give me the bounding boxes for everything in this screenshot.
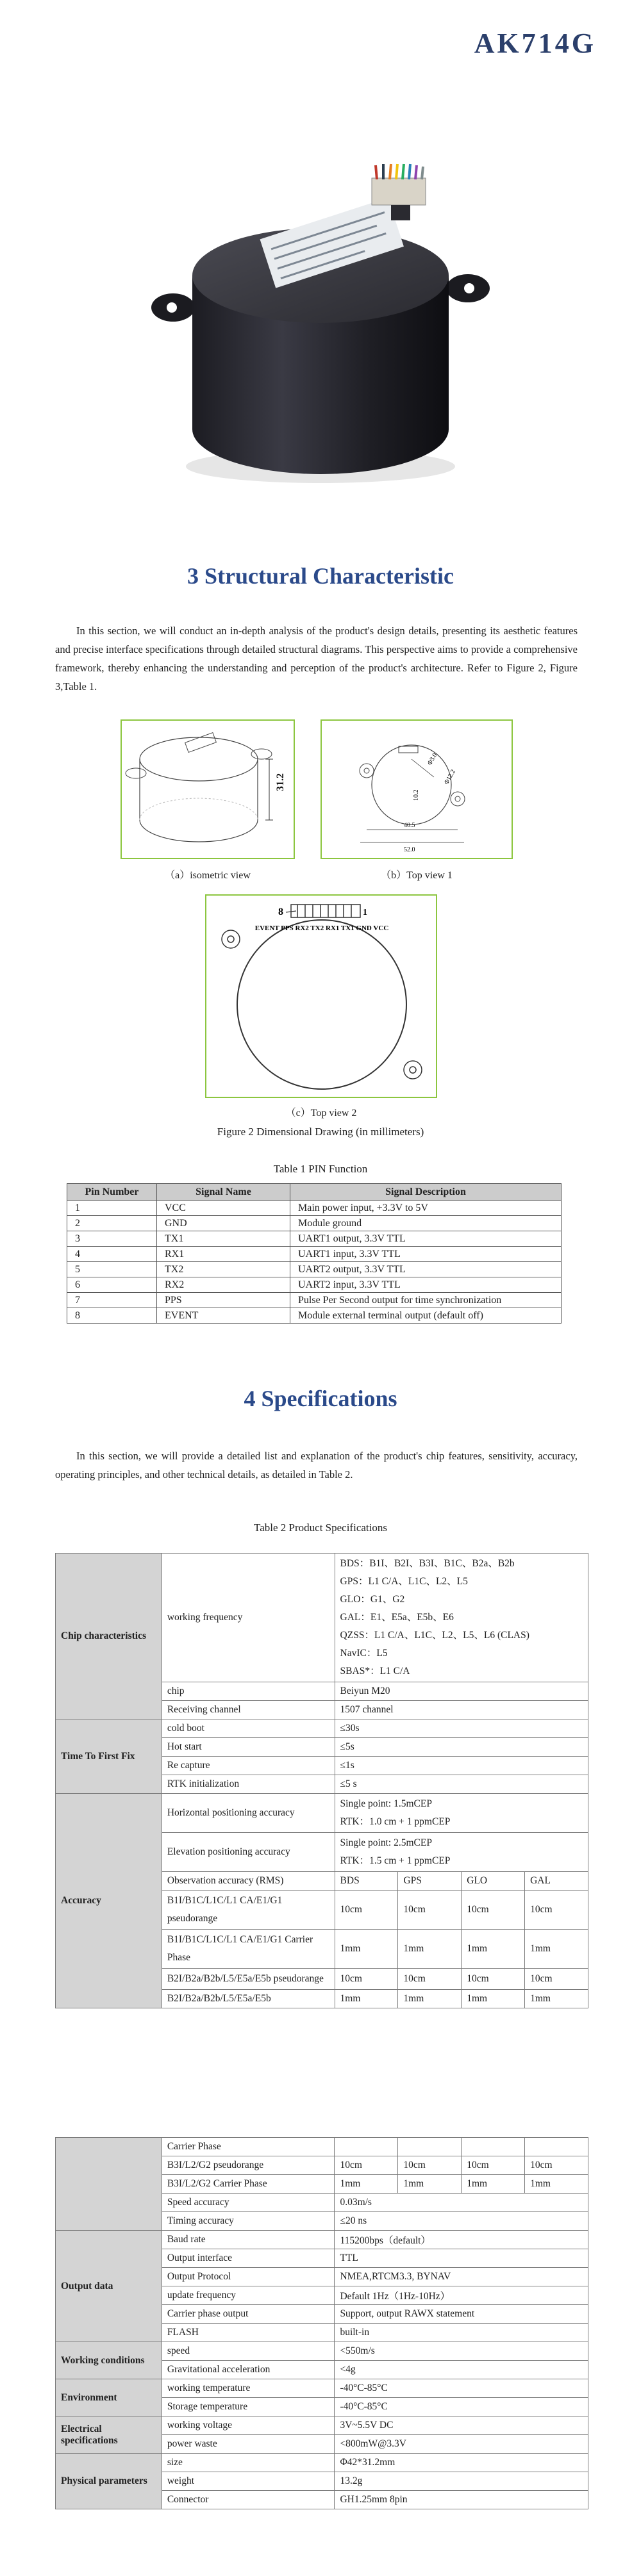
item-value: 13.2g <box>335 2472 588 2491</box>
cell <box>462 2138 525 2156</box>
cell: 10cm <box>525 1969 588 1990</box>
category-accuracy: Accuracy <box>56 1794 162 2008</box>
item-label: Storage temperature <box>162 2398 335 2416</box>
item-value: built-in <box>335 2324 588 2342</box>
cell: 1mm <box>462 2175 525 2194</box>
table-row <box>56 2138 588 2156</box>
fig-b-caption: （b）Top view 1 <box>381 870 453 881</box>
product-photo <box>147 160 494 493</box>
cell: TX1 <box>157 1231 290 1247</box>
category-accuracy-continued <box>56 2138 162 2231</box>
item-label: Horizontal positioning accuracy <box>162 1794 335 1833</box>
item-label: Observation accuracy (RMS) <box>162 1872 335 1891</box>
item-label: Receiving channel <box>162 1701 335 1719</box>
table-row <box>67 1277 562 1293</box>
freq-line: GPS：L1 C/A、L1C、L2、L5 <box>340 1576 468 1587</box>
value-line: RTK：1.0 cm + 1 ppmCEP <box>340 1816 451 1827</box>
freq-line: QZSS：L1 C/A、L1C、L2、L5、L6 (CLAS) <box>340 1630 529 1641</box>
isometric-drawing <box>122 721 294 858</box>
item-label: Carrier phase output <box>162 2305 335 2324</box>
table-row <box>56 2379 588 2398</box>
obs-header: BDS <box>335 1872 398 1891</box>
item-value <box>335 1833 588 1872</box>
item-label: Gravitational acceleration <box>162 2361 335 2379</box>
cell: 7 <box>67 1293 157 1308</box>
obs-header: GLO <box>462 1872 525 1891</box>
table-row <box>56 2454 588 2472</box>
obs-header: GAL <box>525 1872 588 1891</box>
category-physical: Physical parameters <box>56 2454 162 2509</box>
cell: 1mm <box>335 1930 398 1969</box>
freq-line: GAL：E1、E5a、E5b、E6 <box>340 1612 454 1623</box>
fig-a-caption: （a）isometric view <box>165 870 251 881</box>
col-header: Pin Number <box>67 1184 157 1201</box>
category-environment: Environment <box>56 2379 162 2416</box>
item-label: B2I/B2a/B2b/L5/E5a/E5b <box>162 1990 335 2008</box>
freq-line: BDS：B1I、B2I、B3I、B1C、B2a、B2b <box>340 1558 515 1569</box>
figure-top-view-1 <box>320 719 513 859</box>
category-output: Output data <box>56 2231 162 2342</box>
table-row <box>67 1201 562 1216</box>
col-header: Signal Name <box>157 1184 290 1201</box>
item-label: B1I/B1C/L1C/L1 CA/E1/G1 pseudorange <box>162 1891 335 1930</box>
item-label: Timing accuracy <box>162 2212 335 2231</box>
item-label: Speed accuracy <box>162 2194 335 2212</box>
cell: 1mm <box>335 1990 398 2008</box>
category-chip: Chip characteristics <box>56 1554 162 1719</box>
col-header: Signal Description <box>290 1184 562 1201</box>
item-label: Output Protocol <box>162 2268 335 2286</box>
item-value: 0.03m/s <box>335 2194 588 2212</box>
item-value: -40°C-85°C <box>335 2379 588 2398</box>
height-dimension: 31.2 <box>275 773 286 791</box>
cell: 1mm <box>525 1930 588 1969</box>
dim-hole-diameter: Φ3.0 <box>426 751 439 767</box>
fig-c-caption: （c）Top view 2 <box>285 1108 357 1119</box>
section3-title: 3 Structural Characteristic <box>187 563 454 589</box>
item-value: TTL <box>335 2249 588 2268</box>
item-label: speed <box>162 2342 335 2361</box>
item-value: GH1.25mm 8pin <box>335 2491 588 2509</box>
cell <box>398 2138 462 2156</box>
top-view-1-drawing <box>322 721 512 858</box>
cell: 10cm <box>525 2156 588 2175</box>
cell: 10cm <box>462 1969 525 1990</box>
table-row <box>56 1794 588 1833</box>
item-label: B2I/B2a/B2b/L5/E5a/E5b pseudorange <box>162 1969 335 1990</box>
table-row <box>56 1719 588 1738</box>
cell: 3 <box>67 1231 157 1247</box>
cell: GND <box>157 1216 290 1231</box>
value-line: Single point: 1.5mCEP <box>340 1798 432 1809</box>
cell: 10cm <box>462 2156 525 2175</box>
cell: 1mm <box>462 1930 525 1969</box>
section4-intro: In this section, we will provide a detailed list and explanation of the product's chip features, sensitivity, accuracy, operating principles, and other technical details, as detailed in Table 2. <box>55 1450 578 1481</box>
cell: 10cm <box>462 1891 525 1930</box>
item-value: NMEA,RTCM3.3, BYNAV <box>335 2268 588 2286</box>
item-label: Connector <box>162 2491 335 2509</box>
item-label: update frequency <box>162 2286 335 2305</box>
item-label: working frequency <box>162 1554 335 1682</box>
cell: 10cm <box>525 1891 588 1930</box>
item-value: <550m/s <box>335 2342 588 2361</box>
item-label: FLASH <box>162 2324 335 2342</box>
item-label: working temperature <box>162 2379 335 2398</box>
table-header-row <box>67 1184 562 1201</box>
section4-title: 4 Specifications <box>244 1386 397 1411</box>
table-row <box>56 2342 588 2361</box>
dim-overall-width: 52.0 <box>404 846 415 853</box>
cell: 2 <box>67 1216 157 1231</box>
item-value: <4g <box>335 2361 588 2379</box>
table-row <box>67 1247 562 1262</box>
cell: 1mm <box>525 2175 588 2194</box>
cell: Module ground <box>290 1216 562 1231</box>
category-electrical: Electrical specifications <box>56 2416 162 2454</box>
table-2-caption: Table 2 Product Specifications <box>254 1522 387 1534</box>
cell: UART1 input, 3.3V TTL <box>290 1247 562 1262</box>
item-value: Beiyun M20 <box>335 1682 588 1701</box>
frequency-list <box>335 1554 588 1682</box>
freq-line: SBAS*：L1 C/A <box>340 1666 410 1677</box>
cell: Main power input, +3.3V to 5V <box>290 1201 562 1216</box>
item-value: ≤1s <box>335 1757 588 1775</box>
cell: 4 <box>67 1247 157 1262</box>
freq-line: GLO：G1、G2 <box>340 1594 405 1605</box>
item-label: size <box>162 2454 335 2472</box>
cell: RX1 <box>157 1247 290 1262</box>
cell: 1mm <box>398 2175 462 2194</box>
category-working-conditions: Working conditions <box>56 2342 162 2379</box>
cell: 10cm <box>335 1891 398 1930</box>
item-label: power waste <box>162 2435 335 2454</box>
obs-header: GPS <box>398 1872 462 1891</box>
item-label: Elevation positioning accuracy <box>162 1833 335 1872</box>
cell: UART2 output, 3.3V TTL <box>290 1262 562 1277</box>
table-1-caption: Table 1 PIN Function <box>273 1163 368 1175</box>
cell: 1mm <box>462 1990 525 2008</box>
item-value: <800mW@3.3V <box>335 2435 588 2454</box>
pin-function-table <box>67 1183 562 1324</box>
value-line: Single point: 2.5mCEP <box>340 1837 432 1848</box>
cell: 10cm <box>335 2156 398 2175</box>
pin-1-marker: 1 <box>363 908 367 917</box>
section3-intro: In this section, we will conduct an in-depth analysis of the product's design details, presenting its aesthetic features and precise interface specifications through detailed structural diagrams. This perspective aims to provide a comprehensive framework, thereby enhancing the understanding and perception of the product's architecture. Refer to Figure 2, Figure 3,Table 1. <box>55 625 578 693</box>
cell: 5 <box>67 1262 157 1277</box>
cell: VCC <box>157 1201 290 1216</box>
pin-labels: EVENT PPS RX2 TX2 RX1 TX1 GND VCC <box>254 924 389 932</box>
cell: 10cm <box>398 1969 462 1990</box>
item-value <box>335 1794 588 1833</box>
spec-table-part-2 <box>55 2137 588 2509</box>
item-label: B3I/L2/G2 Carrier Phase <box>162 2175 335 2194</box>
item-label: B1I/B1C/L1C/L1 CA/E1/G1 Carrier Phase <box>162 1930 335 1969</box>
cell: 1mm <box>335 2175 398 2194</box>
item-label: cold boot <box>162 1719 335 1738</box>
cell: EVENT <box>157 1308 290 1324</box>
dim-ear-diameter: Φ12.2 <box>443 768 458 786</box>
cell: Module external terminal output (default off) <box>290 1308 562 1324</box>
figure-isometric-view <box>121 719 295 859</box>
item-label: weight <box>162 2472 335 2491</box>
table-row <box>56 1554 588 1682</box>
cell: 1mm <box>398 1990 462 2008</box>
item-label: RTK initialization <box>162 1775 335 1794</box>
cell: 1 <box>67 1201 157 1216</box>
value-line: RTK：1.5 cm + 1 ppmCEP <box>340 1855 451 1866</box>
cell: Pulse Per Second output for time synchronization <box>290 1293 562 1308</box>
item-value: ≤5s <box>335 1738 588 1757</box>
cell: PPS <box>157 1293 290 1308</box>
cell: 10cm <box>398 2156 462 2175</box>
freq-line: NavIC：L5 <box>340 1648 388 1659</box>
item-label: Baud rate <box>162 2231 335 2249</box>
item-value: -40°C-85°C <box>335 2398 588 2416</box>
table-row <box>67 1216 562 1231</box>
table-row <box>67 1308 562 1324</box>
cell: 1mm <box>525 1990 588 2008</box>
model-title: AK714G <box>474 28 596 59</box>
cell: 6 <box>67 1277 157 1293</box>
item-label: Hot start <box>162 1738 335 1757</box>
cell: TX2 <box>157 1262 290 1277</box>
cell: 10cm <box>335 1969 398 1990</box>
item-value: 115200bps（default） <box>335 2231 588 2249</box>
item-value: ≤5 s <box>335 1775 588 1794</box>
item-value: ≤30s <box>335 1719 588 1738</box>
cell: 8 <box>67 1308 157 1324</box>
table-row <box>67 1262 562 1277</box>
cell: UART1 output, 3.3V TTL <box>290 1231 562 1247</box>
figure-top-view-2 <box>205 894 437 1098</box>
item-value: Default 1Hz（1Hz-10Hz） <box>335 2286 588 2305</box>
item-value: ≤20 ns <box>335 2212 588 2231</box>
item-value: Support, output RAWX statement <box>335 2305 588 2324</box>
item-label: chip <box>162 1682 335 1701</box>
cell: 1mm <box>398 1930 462 1969</box>
cell <box>525 2138 588 2156</box>
cell: UART2 input, 3.3V TTL <box>290 1277 562 1293</box>
table-row <box>56 2231 588 2249</box>
item-value: Φ42*31.2mm <box>335 2454 588 2472</box>
table-row <box>67 1231 562 1247</box>
item-label: Re capture <box>162 1757 335 1775</box>
item-label: Carrier Phase <box>162 2138 335 2156</box>
cell: 10cm <box>398 1891 462 1930</box>
item-value: 1507 channel <box>335 1701 588 1719</box>
category-ttff: Time To First Fix <box>56 1719 162 1794</box>
top-view-2-drawing <box>206 896 436 1097</box>
dim-hole-spacing: 40.5 <box>404 822 415 829</box>
table-row <box>56 2416 588 2435</box>
cell: RX2 <box>157 1277 290 1293</box>
table-row <box>67 1293 562 1308</box>
item-label: Output interface <box>162 2249 335 2268</box>
cell <box>335 2138 398 2156</box>
spec-table-part-1 <box>55 1553 588 2008</box>
item-label: B3I/L2/G2 pseudorange <box>162 2156 335 2175</box>
item-value: 3V~5.5V DC <box>335 2416 588 2435</box>
figure-2-caption: Figure 2 Dimensional Drawing (in millimeters) <box>217 1126 424 1138</box>
pin-8-marker: 8 <box>278 907 283 917</box>
item-label: working voltage <box>162 2416 335 2435</box>
dim-offset: 10.2 <box>413 789 420 801</box>
